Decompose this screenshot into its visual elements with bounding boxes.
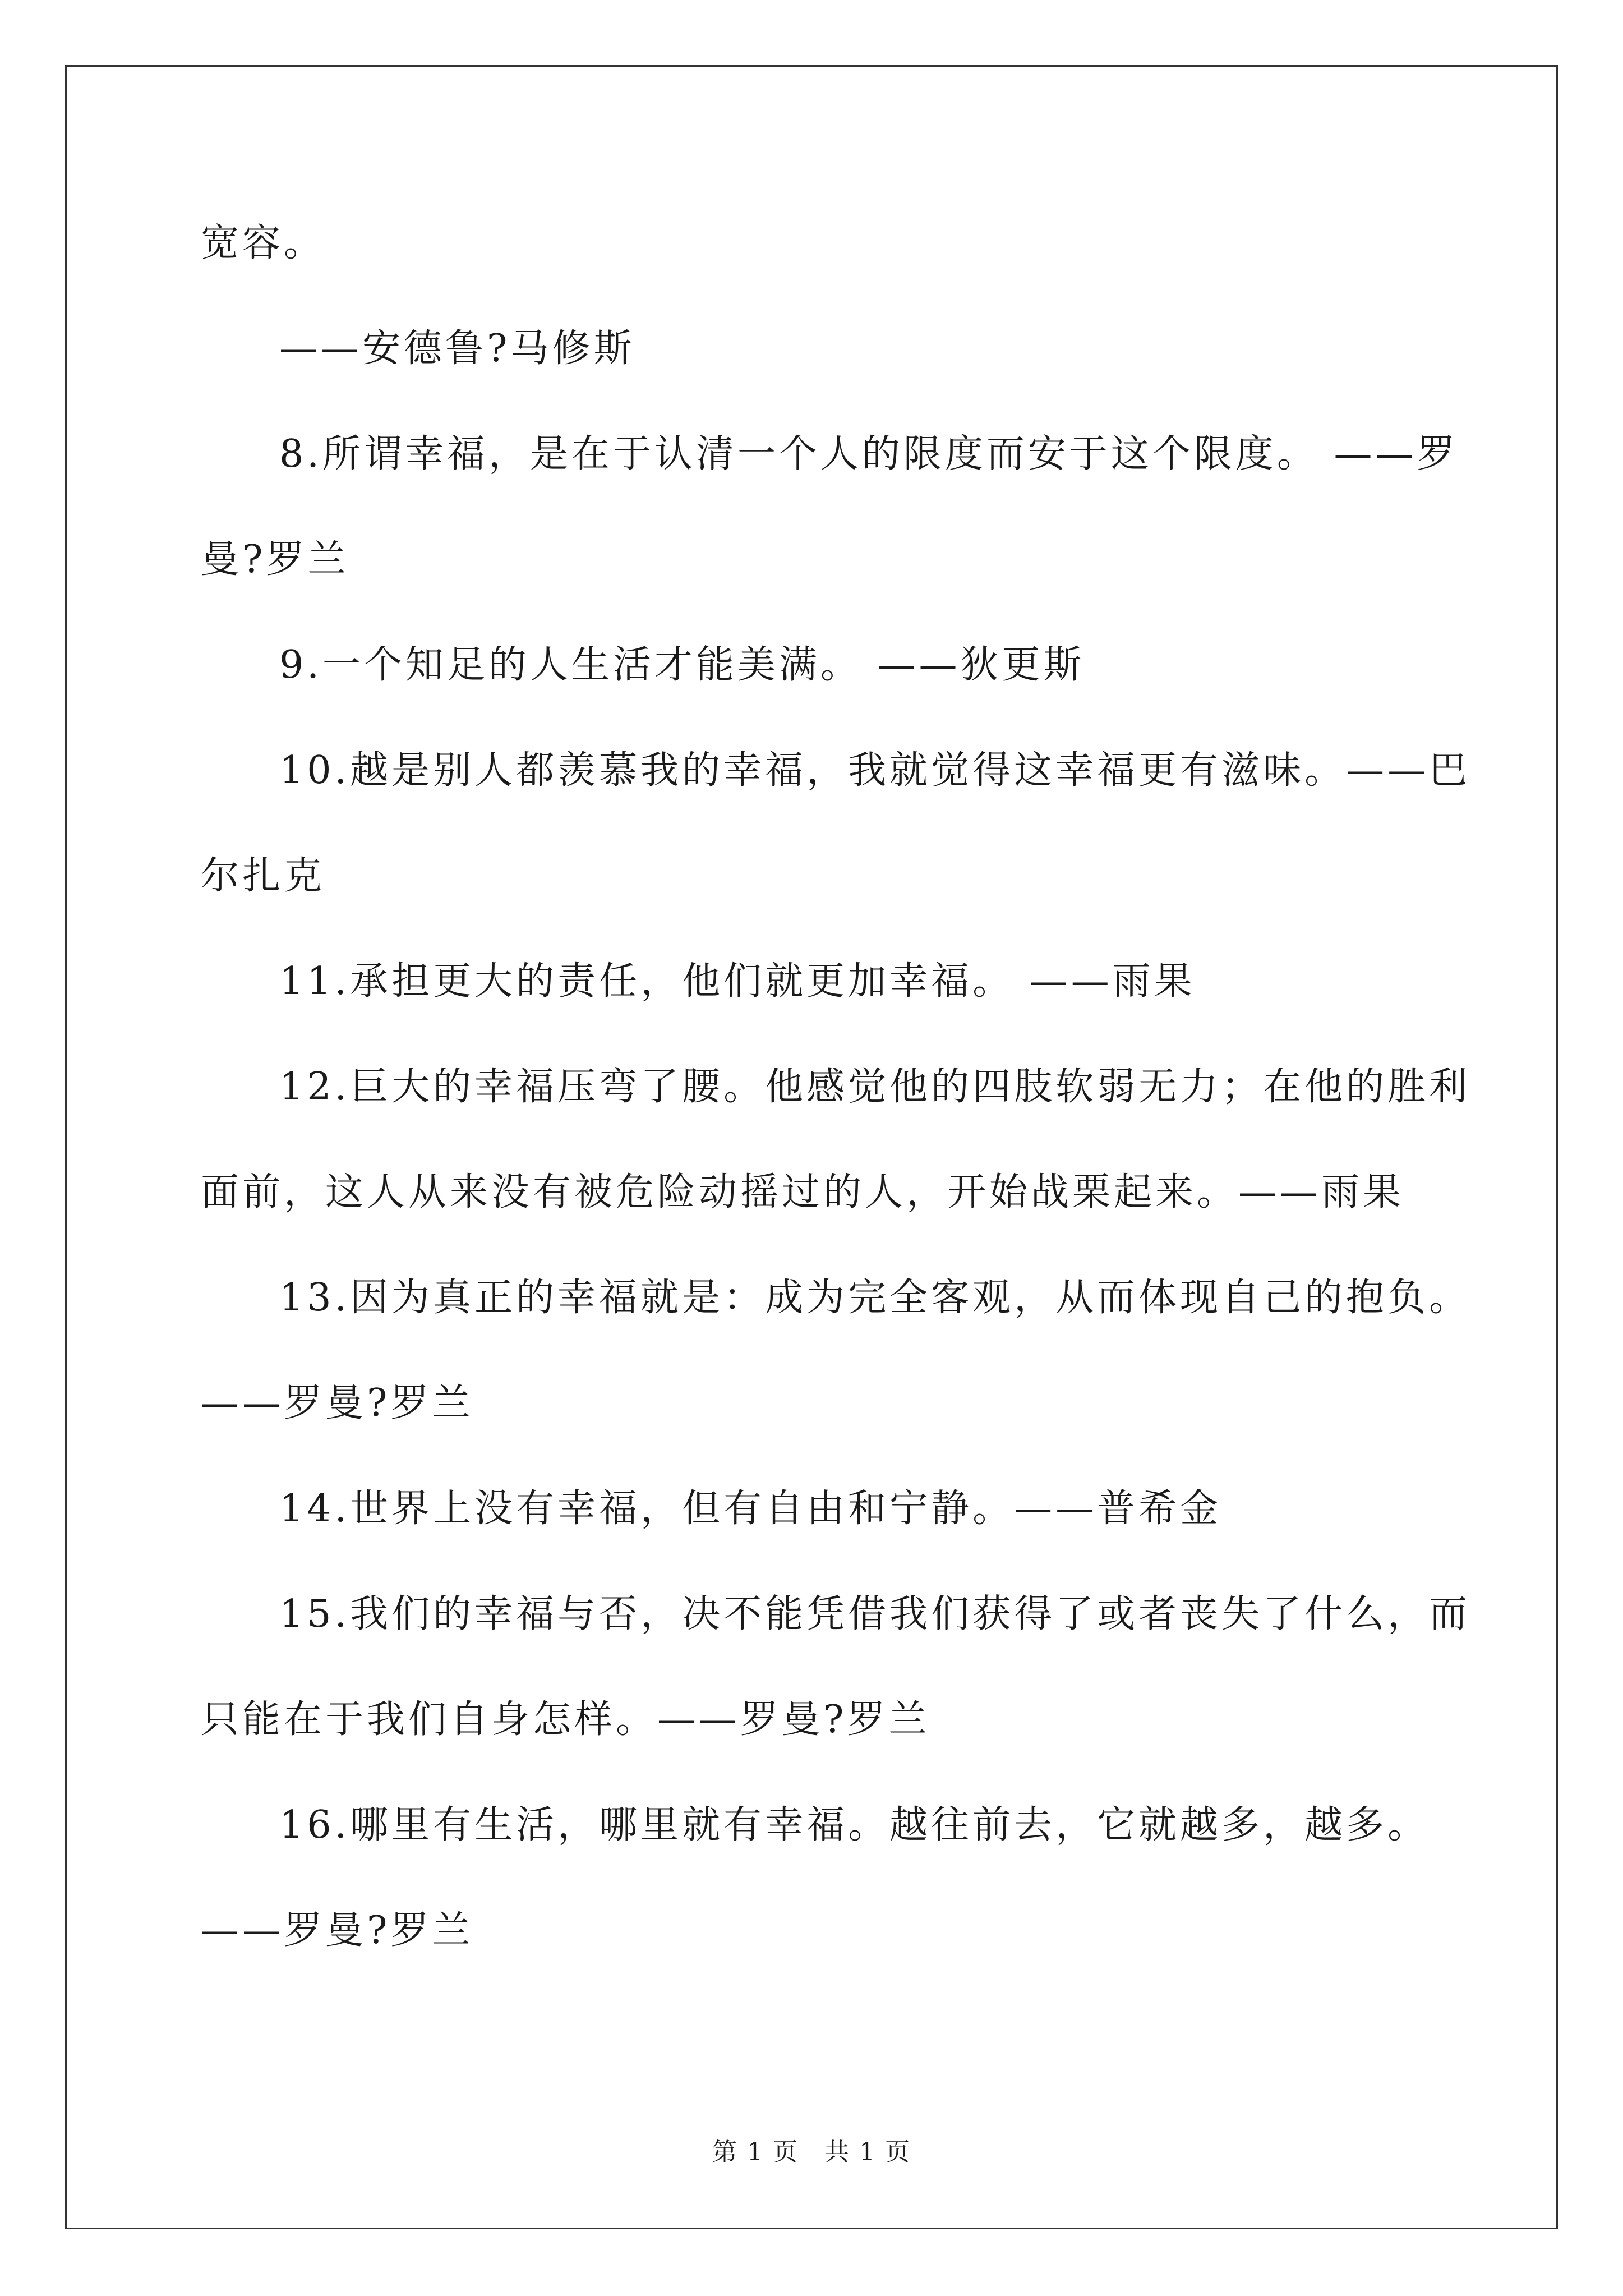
text-line: 只能在于我们自身怎样。——罗曼?罗兰 (201, 1697, 930, 1742)
text-line: 尔扎克 (201, 854, 326, 898)
text-line: 面前，这人从来没有被危险动摇过的人，开始战栗起来。——雨果 (201, 1170, 1405, 1214)
text-line: 14.世界上没有幸福，但有自由和宁静。——普希金 (279, 1487, 1222, 1531)
page-border (65, 65, 1558, 2229)
text-line: ——罗曼?罗兰 (201, 1381, 474, 1425)
text-line: 13.因为真正的幸福就是：成为完全客观，从而体现自己的抱负。 (279, 1276, 1471, 1320)
page-footer: 第 1 页 共 1 页 (712, 2138, 911, 2166)
text-line: ——罗曼?罗兰 (201, 1908, 474, 1953)
text-line: 11.承担更大的责任，他们就更加幸福。 ——雨果 (279, 959, 1196, 1004)
text-line: ——安德鲁?马修斯 (279, 326, 635, 371)
text-line: 15.我们的幸福与否，决不能凭借我们获得了或者丧失了什么，而 (279, 1592, 1471, 1636)
text-line: 10.越是别人都羡慕我的幸福，我就觉得这幸福更有滋味。——巴 (279, 748, 1471, 793)
text-line: 8.所谓幸福，是在于认清一个人的限度而安于这个限度。 ——罗 (279, 432, 1459, 476)
text-line: 9.一个知足的人生活才能美满。 ——狄更斯 (279, 643, 1085, 687)
text-line: 宽容。 (201, 221, 326, 265)
text-line: 16.哪里有生活，哪里就有幸福。越往前去，它就越多，越多。 (279, 1803, 1430, 1847)
text-line: 曼?罗兰 (201, 537, 349, 582)
text-line: 12.巨大的幸福压弯了腰。他感觉他的四肢软弱无力；在他的胜利 (279, 1065, 1471, 1109)
